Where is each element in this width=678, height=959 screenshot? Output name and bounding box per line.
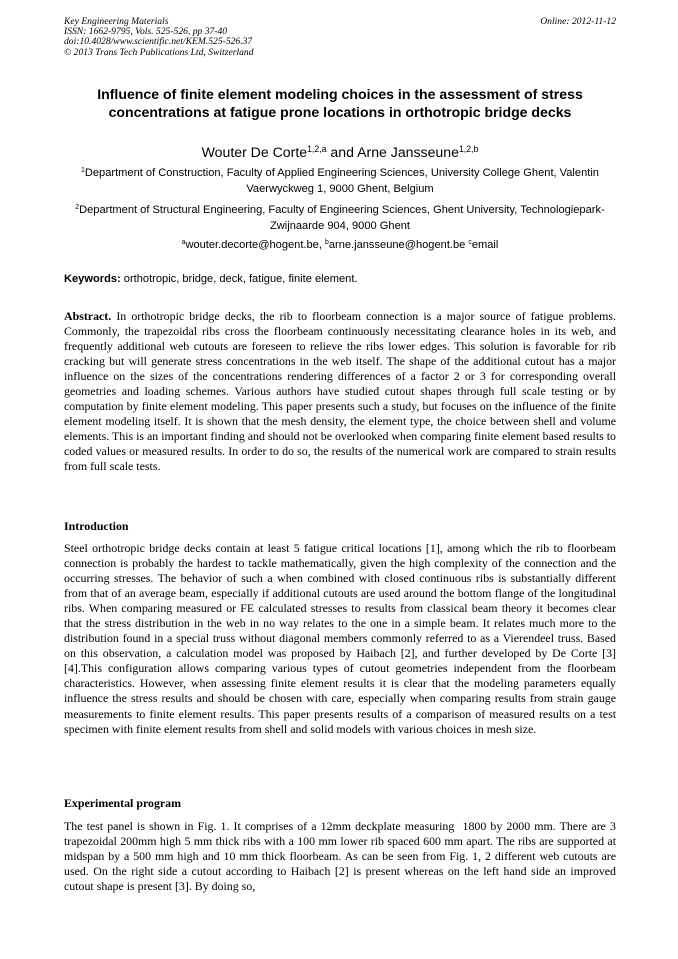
email-a[interactable]: wouter.decorte@hogent.be, — [185, 239, 326, 251]
introduction-text: Steel orthotropic bridge decks contain at least 5 fatigue critical locations [1], among which the rib to floorbeam connection is probably the hardest to tackle mathematically, given the high complexity of the connection and the occurring stresses. The behavior of such a when combined with closed continuous ribs is substantially different from that of an average beam, especially if additional cutouts are used around the bottom flange of the longitudinal ribs. When comparing measured or FE calculated stresses to results from classical beam theory it becomes clear that the stress distribution in the web in no way relates to the one in a simple beam. It relates much more to the distribution found in a special truss without diagonal members commonly referred to as a Vierendeel truss. Based on this observation, a calculation model was proposed by Haibach [2], and further developed by De Corte [3][4].This configuration allows comparing various types of cutout geometries independent from the floorbeam characteristics. However, when assessing finite element results it is clear that the modeling parameters equally influence the stress results and should be chosen with care, especially when comparing results from strain gauge measurements to finite element results. This paper presents results of a comparison of measured results on a test specimen with finite element results from shell and solid models with various choices in mesh size. — [64, 541, 616, 736]
email-c[interactable]: email — [471, 239, 499, 251]
email-a-mark: a — [181, 239, 186, 247]
author-1: Wouter De Corte — [201, 144, 308, 160]
online-date: Online: 2012-11-12 — [540, 16, 616, 27]
abstract — [64, 309, 616, 475]
paper-title: Influence of finite element modeling choices in the assessment of stress concentrations at fatigue prone locations in orthotropic bridge decks — [97, 86, 583, 120]
journal-name: Key Engineering Materials — [64, 16, 169, 27]
email-b[interactable]: arne.jansseune@hogent.be — [328, 239, 469, 251]
email-c-mark: c — [468, 239, 472, 247]
abstract-label: Abstract. — [64, 309, 112, 323]
affiliation-1-text: Department of Construction, Faculty of Applied Engineering Sciences, University College Ghent, Valentin Vaerwyckweg 1, 9000 Ghent, Belgium — [84, 167, 599, 195]
author-1-affil: 1,2,a — [307, 144, 327, 155]
author-and: and — [326, 144, 358, 160]
doi-line: doi:10.4028/www.scientific.net/KEM.525-526.37 — [64, 36, 253, 48]
affiliation-2 — [64, 203, 616, 234]
author-2: Arne Jansseune — [357, 144, 459, 160]
issn-line: ISSN: 1662-9795, Vols. 525-526, pp 37-40 — [64, 26, 228, 38]
experimental-heading: Experimental program — [64, 796, 182, 810]
copyright-line: © 2013 Trans Tech Publications Ltd, Switzerland — [64, 46, 254, 58]
affiliation-1 — [64, 166, 616, 197]
introduction-heading: Introduction — [64, 519, 129, 533]
email-b-mark: b — [325, 239, 329, 247]
keywords-label: Keywords: — [64, 273, 121, 285]
affiliation-2-mark: 2 — [75, 204, 80, 212]
email-line — [64, 238, 616, 254]
affiliation-2-text: Department of Structural Engineering, Faculty of Engineering Sciences, Ghent University, Technologiepark-Zwijnaarde 904, 9000 Ghent — [79, 204, 605, 232]
author-2-affil: 1,2,b — [458, 144, 479, 155]
abstract-text: In orthotropic bridge decks, the rib to floorbeam connection is a major source of fatigue problems. Commonly, the trapezoidal ribs cross the floorbeam continuously necessitating clearance holes in its web, and frequently additional web cutouts are foreseen to relieve the ribs lower edges. This solution is favorable for rib cracking but will generate stress concentrations in the web itself. The shape of the additional cutout has a major influence on the sizes of the concentrations rendering differences of a factor 2 or 3 for corresponding overall geometries and loading schemes. Various authors have studied cutout shapes through full scale testing or by computation by finite element modeling. This paper presents such a study, but focuses on the influence of the finite element modeling itself. It is shown that the mesh density, the element type, the choice between shell and volume elements. This is an important finding and should not be overlooked when comparing finite element based results to coded values or measured results. In order to do so, the results of the numerical work are compared to strain results from full scale tests. — [64, 309, 616, 474]
running-header — [64, 17, 616, 58]
experimental-text: The test panel is shown in Fig. 1. It comprises of a 12mm deckplate measuring 1800 by 2000 mm. There are 3 trapezoidal 200mm high 5 mm thick ribs with a 100 mm lower rib spaced 600 mm apart. The ribs are supported at midspan by a 500 mm high and 10 mm thick floorbeam. As can be seen from Fig. 1, 2 different web cutouts are used. On the right side a cutout according to Haibach [2] is present whereas on the left hand side an improved cutout shape is present [3]. By doing so, — [64, 819, 619, 894]
author-line — [64, 143, 616, 161]
keywords — [64, 272, 616, 287]
keywords-text: orthotropic, bridge, deck, fatigue, finite element. — [120, 273, 358, 285]
affiliation-1-mark: 1 — [81, 167, 85, 175]
